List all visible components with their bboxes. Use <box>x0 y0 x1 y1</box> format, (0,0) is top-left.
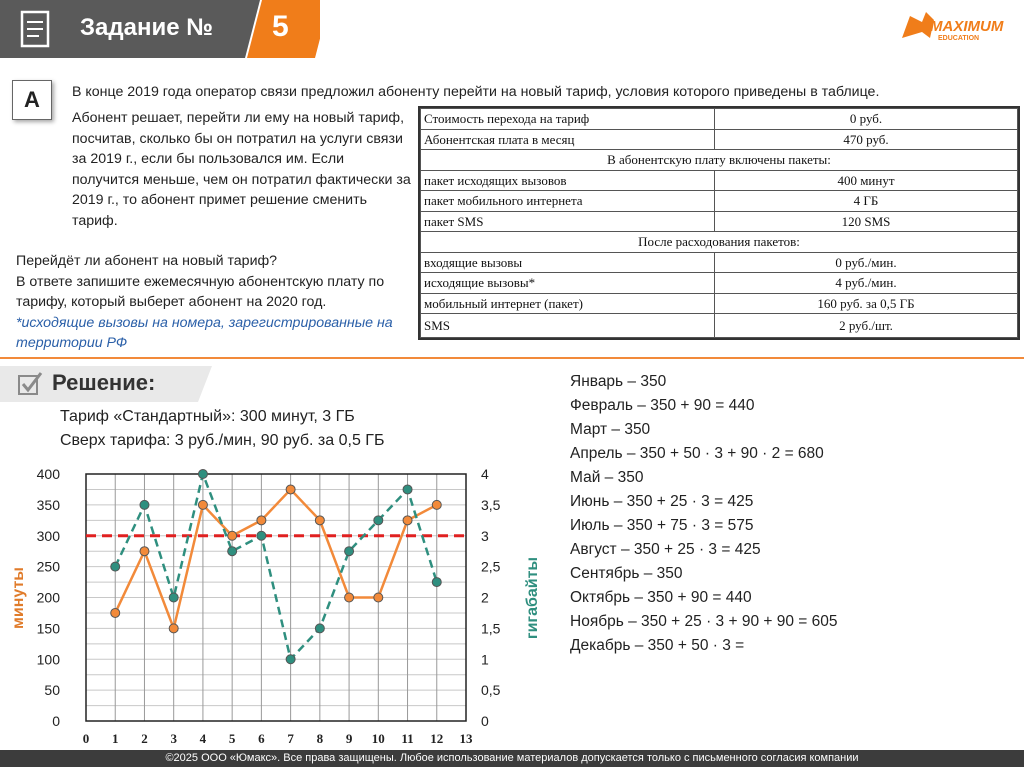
table-cell-label: входящие вызовы <box>421 252 715 273</box>
table-cell-value: 160 руб. за 0,5 ГБ <box>715 293 1018 314</box>
data-point <box>111 562 120 571</box>
table-cell-value: 120 SMS <box>715 211 1018 232</box>
x-tick-label: 2 <box>141 731 148 746</box>
x-tick-label: 3 <box>170 731 177 746</box>
table-section-row <box>421 232 1018 253</box>
table-row <box>421 211 1018 232</box>
data-point <box>345 593 354 602</box>
y-right-tick-label: 3 <box>481 527 489 544</box>
data-point <box>140 547 149 556</box>
list-item: Апрель – 350 + 50 · 3 + 90 · 2 = 680 <box>570 445 824 462</box>
task-footnote: *исходящие вызовы на номера, зарегистрированные на территории РФ <box>16 314 393 351</box>
list-item: Ноябрь – 350 + 25 · 3 + 90 + 90 = 605 <box>570 613 838 630</box>
table-cell-label: пакет SMS <box>421 211 715 232</box>
data-point <box>257 531 266 540</box>
y-left-tick-label: 350 <box>36 496 60 513</box>
data-point <box>403 516 412 525</box>
task-number: 5 <box>272 10 289 43</box>
table-section-row <box>421 150 1018 171</box>
x-tick-label: 5 <box>228 731 236 746</box>
y-left-tick-label: 250 <box>36 558 60 575</box>
usage-chart <box>0 460 560 750</box>
solution-tariff-line: Тариф «Стандартный»: 300 минут, 3 ГБ <box>60 408 355 425</box>
y-left-tick-label: 400 <box>36 466 60 482</box>
table-row <box>421 109 1018 130</box>
list-item: Июль – 350 + 75 · 3 = 575 <box>570 517 754 534</box>
table-row <box>421 252 1018 273</box>
task-badge: А <box>12 80 52 120</box>
data-point <box>169 593 178 602</box>
table-section-header: После расходования пакетов: <box>421 232 1018 253</box>
table-cell-value: 400 минут <box>715 170 1018 191</box>
data-point <box>315 624 324 633</box>
task-paragraph: Абонент решает, перейти ли ему на новый тариф, посчитав, сколько бы он потратил на услуги связи за 2019 г., если бы пользовался им. Если получится меньше, чем он потратил фактически за 2019 г., то абонент примет решение сменить тариф. <box>72 110 411 229</box>
table-cell-label: исходящие вызовы* <box>421 273 715 294</box>
data-point <box>374 516 383 525</box>
data-point <box>257 516 266 525</box>
x-tick-label: 0 <box>82 731 90 746</box>
data-point <box>286 485 295 494</box>
table-cell-label: пакет мобильного интернета <box>421 191 715 212</box>
x-tick-label: 9 <box>345 731 353 746</box>
brand-name: MAXIMUM <box>930 18 1004 35</box>
solution-overage-line: Сверх тарифа: 3 руб./мин, 90 руб. за 0,5 ГБ <box>60 432 385 449</box>
x-tick-label: 4 <box>199 731 207 746</box>
x-tick-label: 1 <box>111 731 119 746</box>
list-item: Декабрь – 350 + 50 · 3 = <box>570 637 745 654</box>
list-item: Март – 350 <box>570 421 651 438</box>
data-point <box>374 593 383 602</box>
table-row <box>421 314 1018 338</box>
table-cell-label: SMS <box>421 314 715 338</box>
data-point <box>286 655 295 664</box>
x-tick-label: 7 <box>287 731 294 746</box>
data-point <box>198 470 207 479</box>
list-item: Октябрь – 350 + 90 = 440 <box>570 589 752 606</box>
table-row <box>421 170 1018 191</box>
y-right-tick-label: 2,5 <box>481 558 501 575</box>
y-left-tick-label: 50 <box>44 682 60 699</box>
monthly-calculation-list <box>570 370 838 658</box>
x-tick-label: 10 <box>371 731 385 746</box>
task-text <box>16 108 411 354</box>
table-cell-label: пакет исходящих вызовов <box>421 170 715 191</box>
list-item: Август – 350 + 25 · 3 = 425 <box>570 541 761 558</box>
table-cell-label: Стоимость перехода на тариф <box>421 109 715 130</box>
table-cell-value: 470 руб. <box>715 129 1018 150</box>
table-cell-value: 2 руб./шт. <box>715 314 1018 338</box>
x-tick-label: 13 <box>459 731 473 746</box>
table-row <box>421 191 1018 212</box>
data-point <box>432 500 441 509</box>
table-row <box>421 293 1018 314</box>
y-left-tick-label: 100 <box>36 651 60 668</box>
table-cell-value: 0 руб./мин. <box>715 252 1018 273</box>
table-row <box>421 273 1018 294</box>
list-item: Январь – 350 <box>570 373 667 390</box>
list-item: Май – 350 <box>570 469 644 486</box>
data-point <box>111 608 120 617</box>
y-left-tick-label: 200 <box>36 589 60 606</box>
data-point <box>432 578 441 587</box>
section-divider <box>0 357 1024 359</box>
data-point <box>403 485 412 494</box>
y-right-tick-label: 4 <box>481 466 489 482</box>
y-right-tick-label: 1 <box>481 651 489 668</box>
data-point <box>140 500 149 509</box>
table-cell-value: 4 руб./мин. <box>715 273 1018 294</box>
document-icon <box>16 8 56 52</box>
y-right-tick-label: 0 <box>481 713 489 729</box>
data-point <box>198 500 207 509</box>
y-left-tick-label: 150 <box>36 620 60 637</box>
y-right-tick-label: 3,5 <box>481 496 501 513</box>
tariff-table <box>420 108 1018 338</box>
data-point <box>345 547 354 556</box>
data-point <box>228 547 237 556</box>
task-intro: В конце 2019 года оператор связи предложил абоненту перейти на новый тариф, условия которого приведены в таблице. <box>72 84 880 100</box>
x-tick-label: 12 <box>430 731 444 746</box>
header-bar <box>0 0 1024 62</box>
table-cell-value: 4 ГБ <box>715 191 1018 212</box>
list-item: Февраль – 350 + 90 = 440 <box>570 397 755 414</box>
y-left-tick-label: 0 <box>52 713 60 729</box>
checkbox-checked-icon <box>16 370 44 398</box>
data-point <box>169 624 178 633</box>
solution-title: Решение: <box>52 370 156 395</box>
x-tick-label: 11 <box>401 731 414 746</box>
table-cell-label: мобильный интернет (пакет) <box>421 293 715 314</box>
x-tick-label: 8 <box>316 731 324 746</box>
y-right-tick-label: 1,5 <box>481 620 501 637</box>
task-question: Перейдёт ли абонент на новый тариф? <box>16 253 278 269</box>
data-point <box>315 516 324 525</box>
list-item: Сентябрь – 350 <box>570 565 683 582</box>
y-right-axis-title: гигабайты <box>524 556 541 640</box>
y-right-tick-label: 2 <box>481 589 489 606</box>
brand-subtitle: EDUCATION <box>938 35 980 42</box>
table-cell-value: 0 руб. <box>715 109 1018 130</box>
y-right-tick-label: 0,5 <box>481 682 501 699</box>
page-title: Задание № <box>80 14 213 41</box>
y-left-tick-label: 300 <box>36 527 60 544</box>
y-left-axis-title: минуты <box>10 567 27 629</box>
table-row <box>421 129 1018 150</box>
list-item: Июнь – 350 + 25 · 3 = 425 <box>570 493 754 510</box>
data-point <box>228 531 237 540</box>
table-section-header: В абонентскую плату включены пакеты: <box>421 150 1018 171</box>
footer-copyright: ©2025 ООО «Юмакс». Все права защищены. Любое использование материалов допускается только с письменного согласия компании <box>0 750 1024 767</box>
table-cell-label: Абонентская плата в месяц <box>421 129 715 150</box>
x-tick-label: 6 <box>258 731 265 746</box>
task-answer-hint: В ответе запишите ежемесячную абонентскую плату по тарифу, который выберет абонент на 2020 год. <box>16 273 385 310</box>
